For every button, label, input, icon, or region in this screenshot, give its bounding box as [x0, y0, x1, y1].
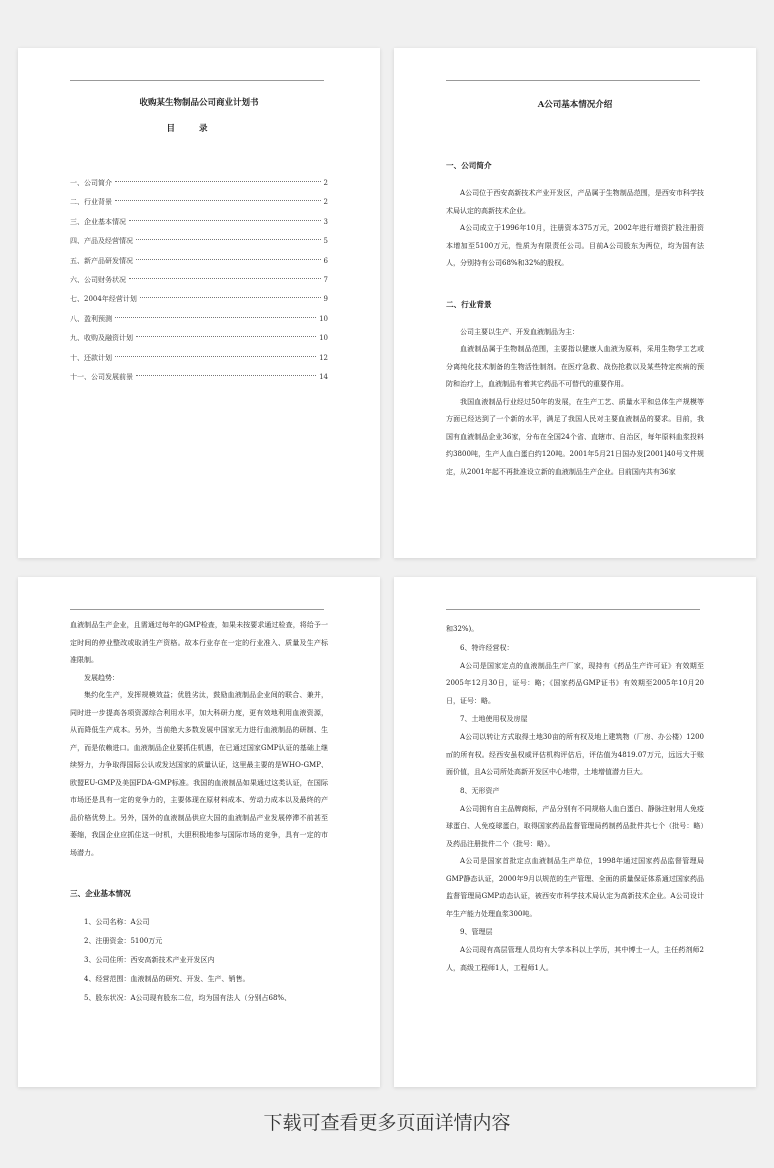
paragraph: A公司成立于1996年10月，注册资本375万元，2002年进行增资扩股注册资本增加至5100万元，性质为有限责任公司。目前A公司股东为两位，均为国有法人，分别持有公司68%和32%的股权。	[446, 224, 704, 267]
paragraph: 血液制品生产企业，且需通过每年的GMP检查，如果未按要求通过检查，将给予一定时间的停业整改或取消生产资格。故本行业存在一定的行业准入、质量及生产标准限制。	[70, 621, 328, 664]
heading-basic-info: 三、企业基本情况	[70, 889, 131, 898]
toc-entry-page: 2	[323, 179, 328, 187]
list-item: 6、特许经营权：	[460, 643, 514, 652]
toc-entry-label: 二、行业背景	[70, 198, 112, 207]
toc-leader-dots	[136, 336, 316, 337]
toc-leader-dots	[115, 317, 316, 318]
paragraph: A公司是国家首批定点血液制品生产单位，1998年通过国家药品监督管理局GMP静态认证，2000年9月以规范的生产管理、全面的质量保证体系通过国家药品监督管理局GMP动态认证，被西安市科学技术局认定为高新技术企业。A公司设计年生产能力处理血浆300吨。	[446, 857, 704, 918]
page-3-content	[70, 617, 328, 1008]
toc-entry-label: 五、新产品研发情况	[70, 256, 133, 265]
toc-leader-dots	[136, 375, 316, 376]
toc-entry-label: 八、盈利预测	[70, 314, 112, 323]
toc-leader-dots	[129, 220, 321, 221]
toc-leader-dots	[115, 181, 321, 182]
download-more-link[interactable]: 下载可查看更多页面详情内容	[263, 1112, 511, 1134]
list-item: 8、无形资产	[460, 786, 500, 795]
page-2-content	[446, 98, 704, 481]
toc-entry-page: 10	[319, 314, 328, 323]
toc-leader-dots	[115, 200, 321, 201]
toc-entry-page: 5	[323, 237, 328, 246]
toc-entry[interactable]	[70, 252, 328, 271]
list-item: 4、经营范围：血液制品的研究、开发、生产、销售。	[84, 975, 250, 983]
list-item: 9、管理层	[460, 928, 493, 936]
toc-entry[interactable]	[70, 349, 328, 368]
page-4-content	[446, 621, 704, 977]
heading-company-intro: 一、公司简介	[446, 161, 492, 170]
toc-entry[interactable]	[70, 193, 328, 212]
list-item: 3、公司住所：西安高新技术产业开发区内	[84, 956, 215, 964]
toc-entry-label: 四、产品及经营情况	[70, 237, 133, 246]
paragraph: A公司以转让方式取得土地30亩的所有权及地上建筑物（厂房、办公楼）1200㎡的所有权。经西安虽权威评估机构评估后，评估值为4819.07万元，远远大于账面价值，且A公司所处高新开发区中心地带，土地增值潜力巨大。	[446, 733, 704, 776]
paragraph: A公司拥有自主品牌商标，产品分别有不同规格人血白蛋白、静脉注射用人免疫球蛋白、人免疫球蛋白，取得国家药品监督管理局药制药品批件共七个（批号：略）及药品注册批件二个（批号：略）。	[446, 804, 704, 848]
toc-entry-label: 三、企业基本情况	[70, 217, 126, 226]
toc-entry-page: 10	[319, 334, 328, 343]
toc-entry[interactable]	[70, 310, 328, 329]
paragraph: A公司是国家定点的血液制品生产厂家，现持有《药品生产许可证》有效期至2005年12月30日，证号：略；《国家药品GMP证书》有效期至2005年10月20日，证号：略。	[446, 661, 704, 705]
toc-entry-page: 3	[323, 217, 328, 226]
header-rule	[70, 80, 324, 81]
page-1	[18, 48, 380, 558]
list-item: 7、土地使用权及房屋	[460, 715, 528, 723]
toc-entry-label: 九、收购及融资计划	[70, 334, 133, 343]
toc-entry-label: 十一、公司发展前景	[70, 372, 133, 381]
toc-entry[interactable]	[70, 329, 328, 348]
toc-entry-label: 六、公司财务状况	[70, 275, 126, 284]
paragraph: 公司主要以生产、开发血液制品为主：	[460, 327, 579, 336]
toc-leader-dots	[136, 259, 321, 260]
page-3	[18, 577, 380, 1087]
toc-entry-page: 6	[323, 256, 328, 265]
toc-heading: 目录	[166, 124, 232, 134]
paragraph: A公司现有高层管理人员均有大学本科以上学历，其中博士一人，主任药剂师2人，高级工程师1人，工程师1人。	[446, 946, 704, 972]
toc-leader-dots	[140, 297, 321, 298]
list-item: 1、公司名称：A公司	[84, 918, 150, 926]
header-rule	[446, 80, 700, 81]
toc-entry-label: 七、2004年经营计划	[70, 295, 137, 304]
paragraph: 发展趋势：	[84, 673, 119, 682]
toc-leader-dots	[136, 239, 321, 240]
header-rule	[446, 609, 700, 610]
section-title: A公司基本情况介绍	[537, 100, 613, 110]
paragraph: 血液制品属于生物制品范围，主要指以健康人血液为原料，采用生物学工艺或分离纯化技术制备的生物活性制剂。在医疗急救、战伤抢救以及某些特定疾病的预防和治疗上，血液制品有着其它药品不可替代的重要作用。	[446, 345, 704, 388]
list-item: 2、注册资金：5100万元	[84, 937, 163, 945]
toc-entry[interactable]	[70, 213, 328, 232]
toc-entry[interactable]	[70, 368, 328, 387]
header-rule	[70, 609, 324, 610]
table-of-contents	[70, 174, 328, 387]
heading-industry: 二、行业背景	[446, 299, 492, 309]
toc-entry-label: 一、公司简介	[70, 179, 112, 187]
toc-entry[interactable]	[70, 290, 328, 309]
document-title: 收购某生物制品公司商业计划书	[139, 98, 259, 108]
toc-entry[interactable]	[70, 271, 328, 290]
toc-entry-page: 7	[323, 275, 328, 284]
toc-entry-page: 14	[319, 372, 328, 381]
page-4	[394, 577, 756, 1087]
toc-entry-page: 12	[319, 353, 328, 362]
toc-entry-label: 十、还款计划	[70, 353, 112, 362]
toc-entry[interactable]	[70, 174, 328, 193]
list-item: 5、股东状况：A公司现有股东二位，均为国有法人（分别占68%、	[84, 994, 292, 1002]
toc-leader-dots	[129, 278, 321, 279]
toc-leader-dots	[115, 356, 316, 357]
paragraph: 和32%)。	[446, 625, 479, 633]
paragraph: 我国血液制品行业经过50年的发展，在生产工艺、质量水平和总体生产规模等方面已经达到了一个新的水平，满足了我国人民对主要血液制品的要求。目前，我国有血液制品企业36家，分布在全国24个省、直辖市、自治区，每年原料血浆投料约3800吨，生产人血白蛋白约120吨。2001年5月21日国办发[2001]40号文件规定，从2001年起不再批准设立新的血液制品生产企业。目前国内共有36家	[446, 397, 704, 476]
toc-content	[70, 96, 328, 387]
toc-entry[interactable]	[70, 232, 328, 251]
paragraph: A公司位于西安高新技术产业开发区，产品属于生物制品范围，是西安市科学技术局认定的高新技术企业。	[446, 189, 704, 215]
paragraph: 集约化生产，发挥规模效益；优胜劣汰，鼓励血液制品企业间的联合、兼并，同时进一步提高各项资源综合利用水平，加大科研力度，更有效地利用血液资源，从而降低生产成本。另外，当前绝大多数发展中国家无力进行血液制品的研制、生产，而是依赖进口。血液制品企业要抓住机遇，在已通过国家GMP认证的基础上继续努力，力争取得国际公认或发达国家的质量认证，这里最主要的是WHO-GMP、欧盟EU-GMP及美国FDA-GMP标准。我国的血液制品如果通过这类认证，在国际市场还是具有一定的竞争力的，主要体现在原材料成本、劳动力成本以及最终的产品价格优势上。另外，国外的血液制品供应大国的血液制品产业发展停滞不前甚至萎缩，我国企业应抓住这一时机，大胆积极地参与国际市场的竞争，具有一定的市场潜力。	[70, 691, 328, 857]
page-2	[394, 48, 756, 558]
toc-entry-page: 2	[323, 198, 328, 207]
toc-entry-page: 9	[323, 295, 328, 304]
